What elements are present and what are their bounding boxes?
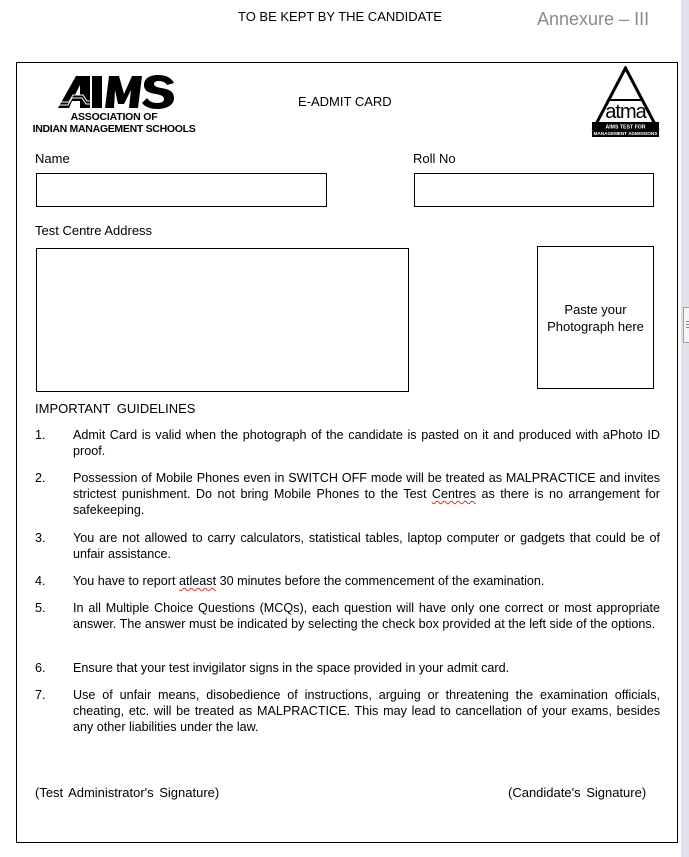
roll-no-label: Roll No xyxy=(413,151,456,166)
aims-subtitle-1: ASSOCIATION OF xyxy=(70,111,158,123)
spellcheck-flagged-word[interactable]: Centres xyxy=(431,487,477,501)
vertical-scrollbar[interactable] xyxy=(681,0,689,857)
name-label: Name xyxy=(35,151,70,166)
photo-placeholder-text: Paste your Photograph here xyxy=(547,301,644,334)
guideline-item: 2. Possession of Mobile Phones even in SWITCH OFF mode will be treated as MALPRACTICE and invites strictest punishment. Do not bring Mobile Phones to the Test Centres as there is no arrangement for safekeeping. xyxy=(35,471,660,517)
test-centre-address-label: Test Centre Address xyxy=(35,223,153,238)
guideline-item: 5. In all Multiple Choice Questions (MCQs), each question will have only one correct or most appropriate answer. The answer must be indicated by selecting the check box provided at the left side of the options. xyxy=(35,601,660,631)
card-title: E-ADMIT CARD xyxy=(298,94,392,109)
guideline-item: 1. Admit Card is valid when the photograph of the candidate is pasted on it and produced with aPhoto ID proof. xyxy=(35,428,660,458)
scrollbar-thumb[interactable] xyxy=(683,307,689,343)
atma-logo-icon xyxy=(591,66,660,138)
top-note: TO BE KEPT BY THE CANDIDATE xyxy=(238,9,442,24)
guideline-item: 3. You are not allowed to carry calculators, statistical tables, laptop computer or gadgets that could be of unfair assistance. xyxy=(35,531,660,561)
guideline-item: 7. Use of unfair means, disobedience of instructions, arguing or threatening the examination officials, cheating, etc. will be treated as MALPRACTICE. This may lead to cancellation of your exams, besides any other liabilities under the law. xyxy=(35,688,660,734)
aims-subtitle-2: INDIAN MANAGEMENT SCHOOLS xyxy=(32,123,196,135)
photo-placeholder[interactable] xyxy=(537,246,654,389)
guidelines-title: IMPORTANT GUIDELINES xyxy=(35,401,196,416)
aims-logo xyxy=(30,74,200,136)
guideline-item: 6. Ensure that your test invigilator signs in the space provided in your admit card. xyxy=(35,661,510,675)
svg-text:MANAGEMENT ADMISSIONS: MANAGEMENT ADMISSIONS xyxy=(593,131,658,136)
guideline-item: 4. You have to report atleast 30 minutes before the commencement of the examination. xyxy=(35,574,545,588)
test-centre-address-field[interactable] xyxy=(36,248,409,392)
test-administrator-signature-label: (Test Administrator's Signature) xyxy=(35,785,220,800)
aims-wordmark-icon xyxy=(56,74,176,110)
svg-text:atma: atma xyxy=(605,101,646,123)
name-field[interactable] xyxy=(36,173,327,207)
candidate-signature-label: (Candidate's Signature) xyxy=(508,785,647,800)
annexure-label: Annexure – III xyxy=(537,9,650,29)
spellcheck-flagged-word[interactable]: atleast xyxy=(178,574,217,588)
svg-text:AIMS TEST FOR: AIMS TEST FOR xyxy=(605,124,646,131)
roll-no-field[interactable] xyxy=(414,173,654,207)
